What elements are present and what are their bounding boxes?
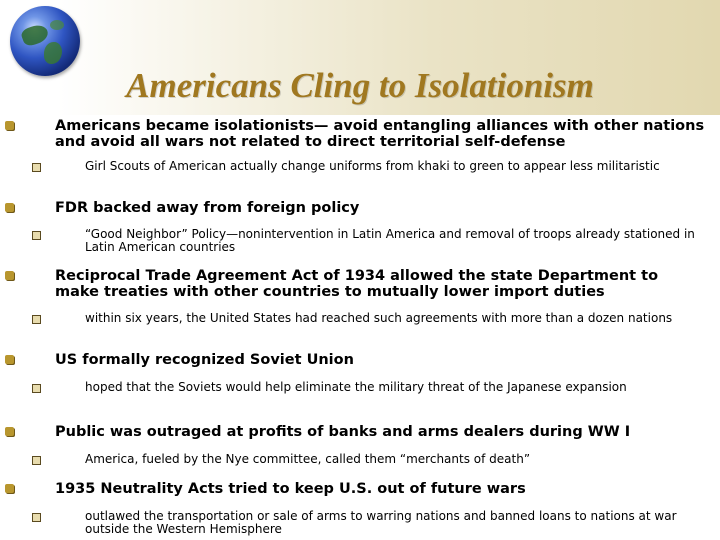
sub-bullet-text: Girl Scouts of American actually change uniforms from khaki to green to appear less militaristic — [85, 159, 660, 173]
sub-bullet-text: “Good Neighbor” Policy—nonintervention in Latin America and removal of troops already stationed in Latin American countries — [85, 227, 695, 254]
bullet-icon — [5, 355, 14, 364]
bullet-text: 1935 Neutrality Acts tried to keep U.S. out of future wars — [55, 481, 526, 497]
slide-title: Americans Cling to Isolationism — [126, 66, 594, 105]
sub-bullet-icon — [32, 513, 41, 522]
bullet-text: Public was outraged at profits of banks and arms dealers during WW I — [55, 424, 631, 440]
sub-bullet-text: outlawed the transportation or sale of arms to warring nations and banned loans to nations at war outside the Western Hemisphere — [85, 509, 677, 536]
bullet-text: Americans became isolationists— avoid entangling alliances with other nations and avoid all wars not related to direct territorial self-defense — [55, 118, 705, 150]
sub-bullet-text: hoped that the Soviets would help eliminate the military threat of the Japanese expansion — [85, 380, 627, 394]
bullet-list — [0, 112, 720, 540]
bullet-icon — [5, 121, 14, 130]
bullet-text: US formally recognized Soviet Union — [55, 352, 354, 368]
bullet-icon — [5, 271, 14, 280]
bullet-icon — [5, 203, 14, 212]
bullet-icon — [5, 427, 14, 436]
sub-bullet-icon — [32, 315, 41, 324]
sub-bullet-text: America, fueled by the Nye committee, called them “merchants of death” — [85, 452, 531, 466]
sub-bullet-text: within six years, the United States had reached such agreements with more than a dozen nations — [85, 311, 673, 325]
bullet-icon — [5, 484, 14, 493]
sub-bullet-icon — [32, 231, 41, 240]
sub-bullet-icon — [32, 456, 41, 465]
sub-bullet-icon — [32, 384, 41, 393]
bullet-text: FDR backed away from foreign policy — [55, 200, 360, 216]
bullet-text: Reciprocal Trade Agreement Act of 1934 allowed the state Department to make treaties with other countries to mutually lower import duties — [55, 268, 659, 300]
sub-bullet-icon — [32, 163, 41, 172]
